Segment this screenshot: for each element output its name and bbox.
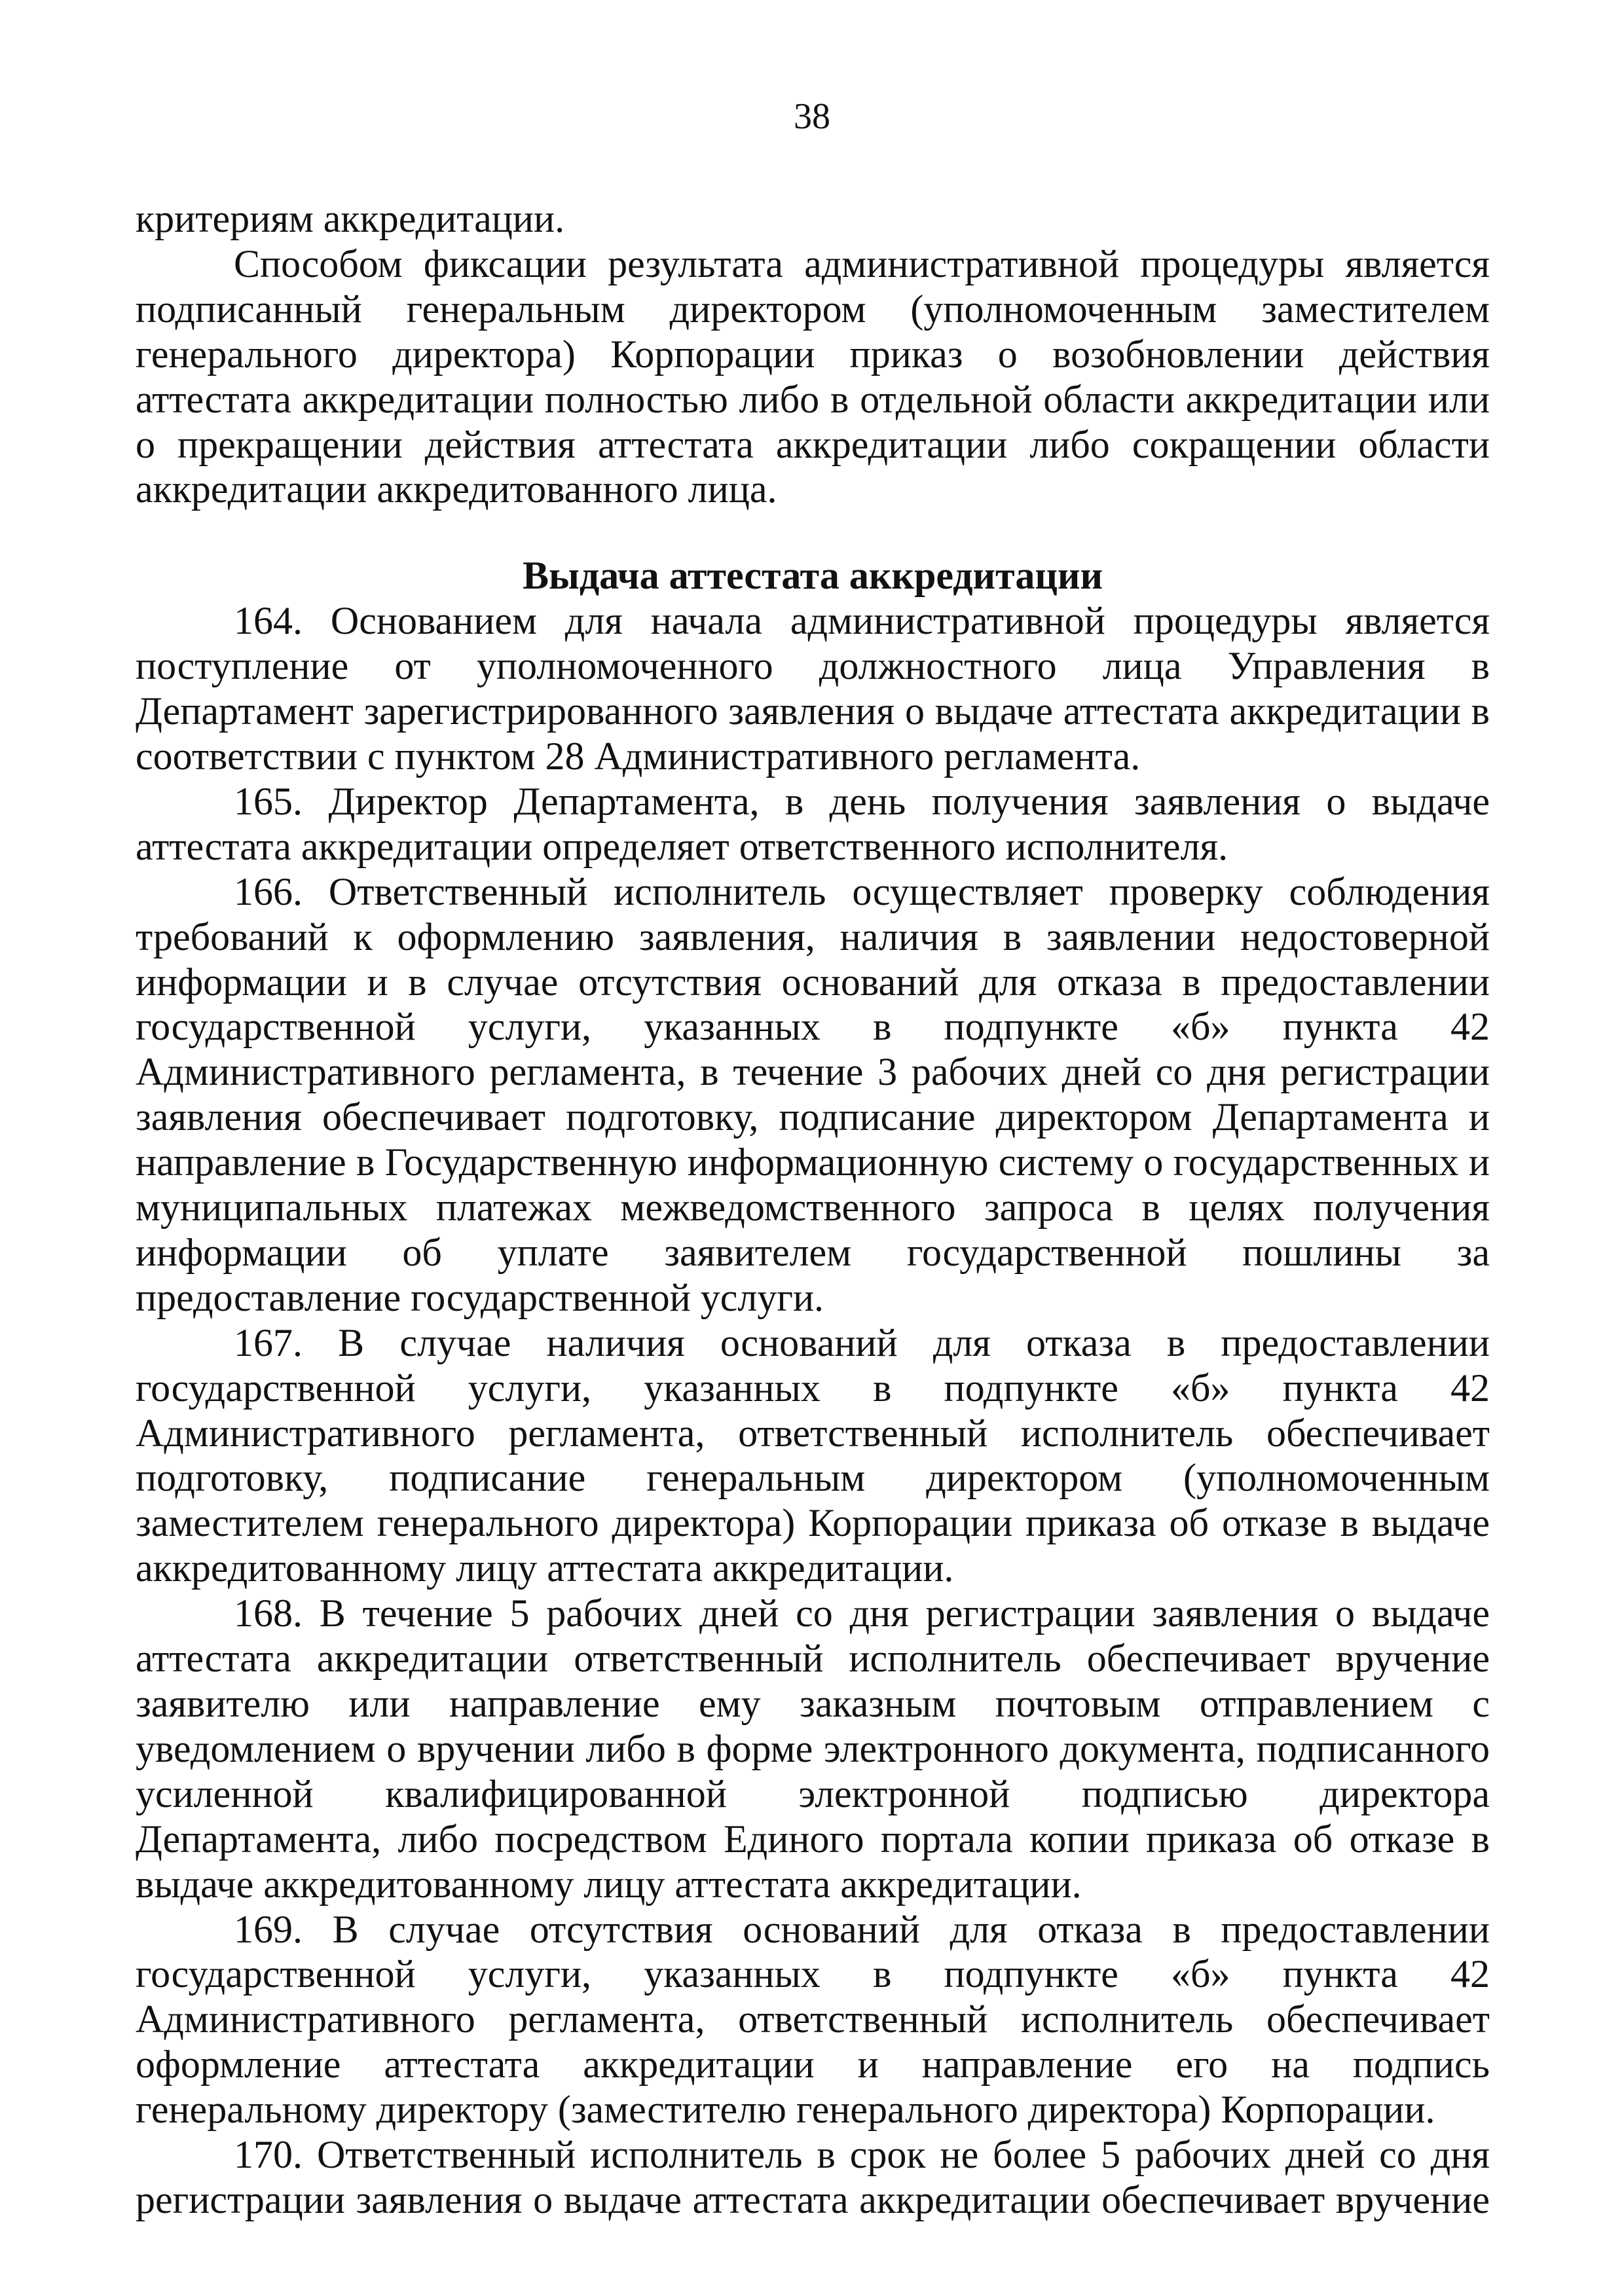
paragraph-168: 168. В течение 5 рабочих дней со дня регистрации заявления о выдаче аттестата аккредитации ответственный исполнитель обеспечивает вручение заявителю или направление ему заказным почтовым отправлением с уведомлением о вручении либо в форме электронного документа, подписанного усиленной квалифицированной электронной подписью директора Департамента, либо посредством Единого портала копии приказа об отказе в выдаче аккредитованному лицу аттестата аккредитации. — [136, 1592, 1490, 1906]
paragraph-170: 170. Ответственный исполнитель в срок не более 5 рабочих дней со дня регистрации заявления о выдаче аттестата аккредитации обеспечивает вручение — [136, 2133, 1490, 2221]
paragraph-164: 164. Основанием для начала административной процедуры является поступление от уполномоченного должностного лица Управления в Департамент зарегистрированного заявления о выдаче аттестата аккредитации в соответствии с пунктом 28 Административного регламента. — [136, 599, 1490, 778]
paragraph-167: 167. В случае наличия оснований для отказа в предоставлении государственной услуги, указанных в подпункте «б» пункта 42 Административного регламента, ответственный исполнитель обеспечивает подготовку, подписание генеральным директором (уполномоченным заместителем генерального директора) Корпорации приказа об отказе в выдаче аккредитованному лицу аттестата аккредитации. — [136, 1321, 1490, 1590]
paragraph-continuation: критериям аккредитации. — [136, 197, 565, 240]
section-heading: Выдача аттестата аккредитации — [522, 554, 1103, 598]
paragraph-fixation-method: Способом фиксации результата административной процедуры является подписанный генеральным директором (уполномоченным заместителем генерального директора) Корпорации приказ о возобновлении действия аттестата аккредитации полностью либо в отдельной области аккредитации или о прекращении действия аттестата аккредитации либо сокращении области аккредитации аккредитованного лица. — [136, 242, 1490, 511]
page-number: 38 — [794, 96, 830, 137]
paragraph-166: 166. Ответственный исполнитель осуществляет проверку соблюдения требований к оформлению заявления, наличия в заявлении недостоверной информации и в случае отсутствия оснований для отказа в предоставлении государственной услуги, указанных в подпункте «б» пункта 42 Административного регламента, в течение 3 рабочих дней со дня регистрации заявления обеспечивает подготовку, подписание директором Департамента и направление в Государственную информационную систему о государственных и муниципальных платежах межведомственного запроса в целях получения информации об уплате заявителем государственной пошлины за предоставление государственной услуги. — [136, 869, 1490, 1319]
document-body — [136, 196, 1490, 2223]
paragraph-165: 165. Директор Департамента, в день получения заявления о выдаче аттестата аккредитации определяет ответственного исполнителя. — [136, 779, 1490, 868]
paragraph-169: 169. В случае отсутствия оснований для отказа в предоставлении государственной услуги, указанных в подпункте «б» пункта 42 Административного регламента, ответственный исполнитель обеспечивает оформление аттестата аккредитации и направление его на подпись генеральному директору (заместителю генерального директора) Корпорации. — [136, 1907, 1490, 2132]
